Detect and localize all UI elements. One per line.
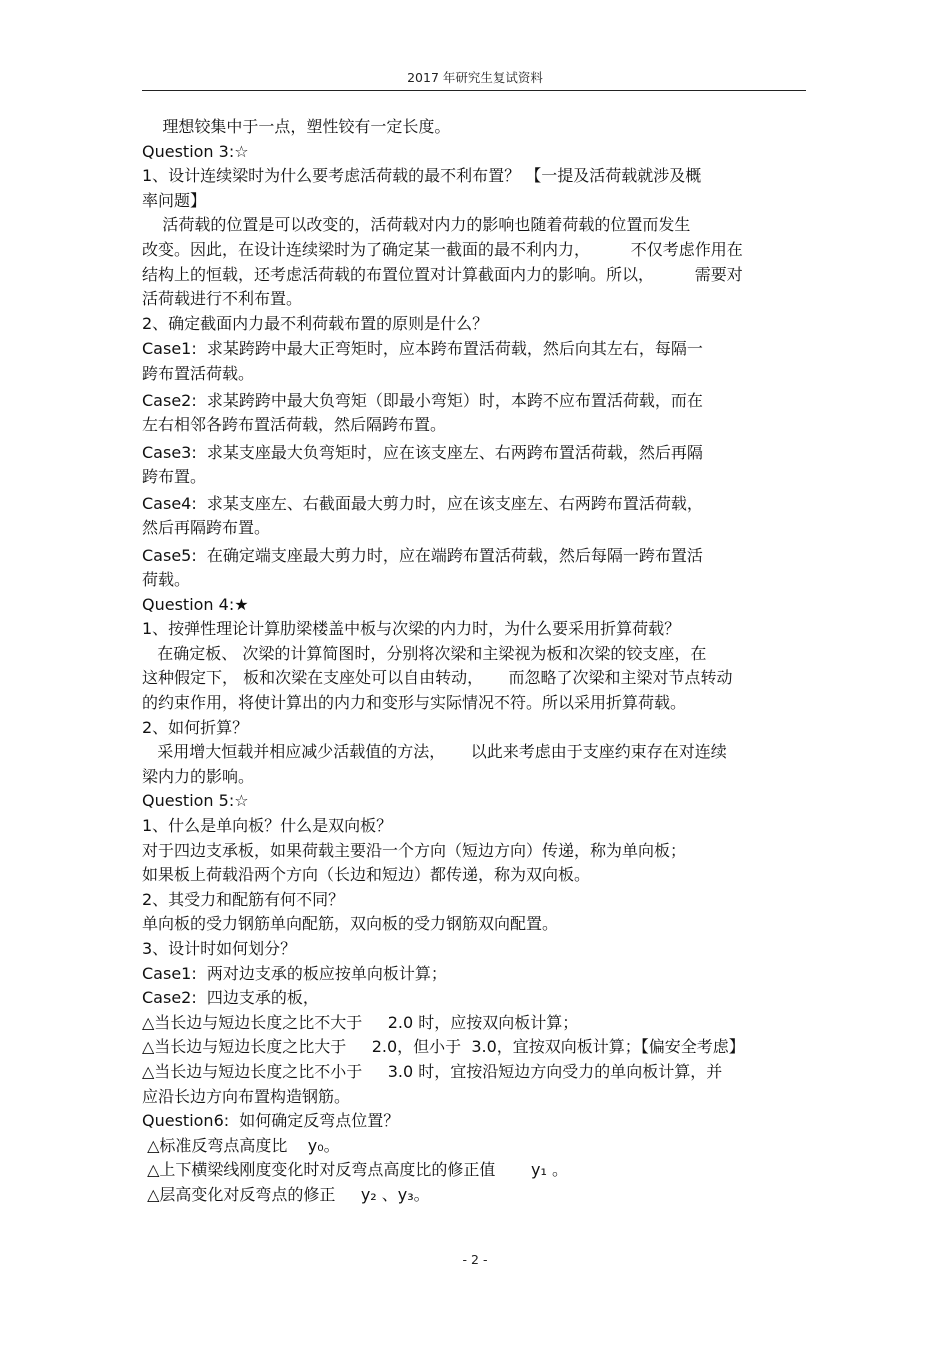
text-line: 结构上的恒载，还考虑活荷载的布置位置对计算截面内力的影响。所以， 需要对 xyxy=(142,264,743,284)
text-line: 活荷载进行不利布置。 xyxy=(142,289,303,309)
text-line: 2、如何折算？ xyxy=(142,717,249,737)
text-line: △层高变化对反弯点的修正 y₂ 、y₃。 xyxy=(142,1184,430,1204)
text-line: 3、设计时如何划分？ xyxy=(142,938,297,958)
text-line: 在确定板、 次梁的计算简图时，分别将次梁和主梁视为板和次梁的铰支座，在 xyxy=(142,643,707,663)
text-line: 跨布置。 xyxy=(142,466,207,486)
text-line: 左右相邻各跨布置活荷载，然后隔跨布置。 xyxy=(142,415,447,435)
text-line: 对于四边支承板，如果荷载主要沿一个方向（短边方向）传递，称为单向板； xyxy=(142,840,687,860)
text-line: △标准反弯点高度比 y₀。 xyxy=(142,1135,340,1155)
case-line: Case2: 四边支承的板， xyxy=(142,988,319,1008)
text-line: 活荷载的位置是可以改变的，活荷载对内力的影响也随着荷载的位置而发生 xyxy=(142,215,691,235)
text-line: 1、设计连续梁时为什么要考虑活荷载的最不利布置？ 【一提及活荷载就涉及概 xyxy=(142,166,702,186)
case-line: Case3: 求某支座最大负弯矩时，应在该支座左、右两跨布置活荷载，然后再隔 xyxy=(142,442,703,462)
text-line: 荷载。 xyxy=(142,570,191,590)
text-line: 改变。因此，在设计连续梁时为了确定某一截面的最不利内力， 不仅考虑作用在 xyxy=(142,239,743,259)
text-line: 然后再隔跨布置。 xyxy=(142,518,271,538)
page-header: 2017 年研究生复试资料 xyxy=(407,70,543,85)
case-line: Case4: 求某支座左、右截面最大剪力时，应在该支座左、右两跨布置活荷载， xyxy=(142,494,703,514)
text-line: 2、确定截面内力最不利荷载布置的原则是什么？ xyxy=(142,313,489,333)
question-heading: Question 3:☆ xyxy=(142,141,249,161)
text-line: △当长边与短边长度之比大于 2.0，但小于 3.0，宜按双向板计算；【偏安全考虑】 xyxy=(142,1037,745,1057)
header-rule xyxy=(142,90,806,91)
text-line: △当长边与短边长度之比不小于 3.0 时，宜按沿短边方向受力的单向板计算，并 xyxy=(142,1061,723,1081)
text-line: 单向板的受力钢筋单向配筋，双向板的受力钢筋双向配置。 xyxy=(142,914,559,934)
text-line: 应沿长边方向布置构造钢筋。 xyxy=(142,1086,351,1106)
text-line: 1、按弹性理论计算肋梁楼盖中板与次梁的内力时，为什么要采用折算荷载？ xyxy=(142,619,681,639)
text-line: 跨布置活荷载。 xyxy=(142,363,255,383)
text-line: 2、其受力和配筋有何不同？ xyxy=(142,889,345,909)
text-line: 采用增大恒载并相应减少活载值的方法， 以此来考虑由于支座约束存在对连续 xyxy=(142,742,727,762)
page-number: - 2 - xyxy=(462,1252,488,1267)
text-line: 理想铰集中于一点，塑性铰有一定长度。 xyxy=(142,117,451,136)
text-line: 率问题】 xyxy=(142,190,207,210)
question-heading: Question6: 如何确定反弯点位置？ xyxy=(142,1111,400,1131)
text-line: 这种假定下， 板和次梁在支座处可以自由转动， 而忽略了次梁和主梁对节点转动 xyxy=(142,668,733,688)
text-line: △当长边与短边长度之比不大于 2.0 时，应按双向板计算； xyxy=(142,1012,579,1032)
document-body xyxy=(142,115,812,1207)
case-line: Case5: 在确定端支座最大剪力时，应在端跨布置活荷载，然后每隔一跨布置活 xyxy=(142,545,703,565)
question-heading: Question 5:☆ xyxy=(142,791,249,811)
question-heading: Question 4:★ xyxy=(142,594,249,614)
text-line: △上下横梁线刚度变化时对反弯点高度比的修正值 y₁ 。 xyxy=(142,1160,568,1180)
text-line: 梁内力的影响。 xyxy=(142,766,255,786)
text-line: 如果板上荷载沿两个方向（长边和短边）都传递，称为双向板。 xyxy=(142,865,591,885)
case-line: Case1: 两对边支承的板应按单向板计算； xyxy=(142,963,447,983)
text-line: 1、什么是单向板？什么是双向板？ xyxy=(142,815,393,835)
text-line: 的约束作用，将使计算出的内力和变形与实际情况不符。所以采用折算荷载。 xyxy=(142,693,687,713)
case-line: Case2: 求某跨跨中最大负弯矩（即最小弯矩）时，本跨不应布置活荷载，而在 xyxy=(142,390,703,410)
case-line: Case1: 求某跨跨中最大正弯矩时，应本跨布置活荷载，然后向其左右，每隔一 xyxy=(142,339,703,359)
